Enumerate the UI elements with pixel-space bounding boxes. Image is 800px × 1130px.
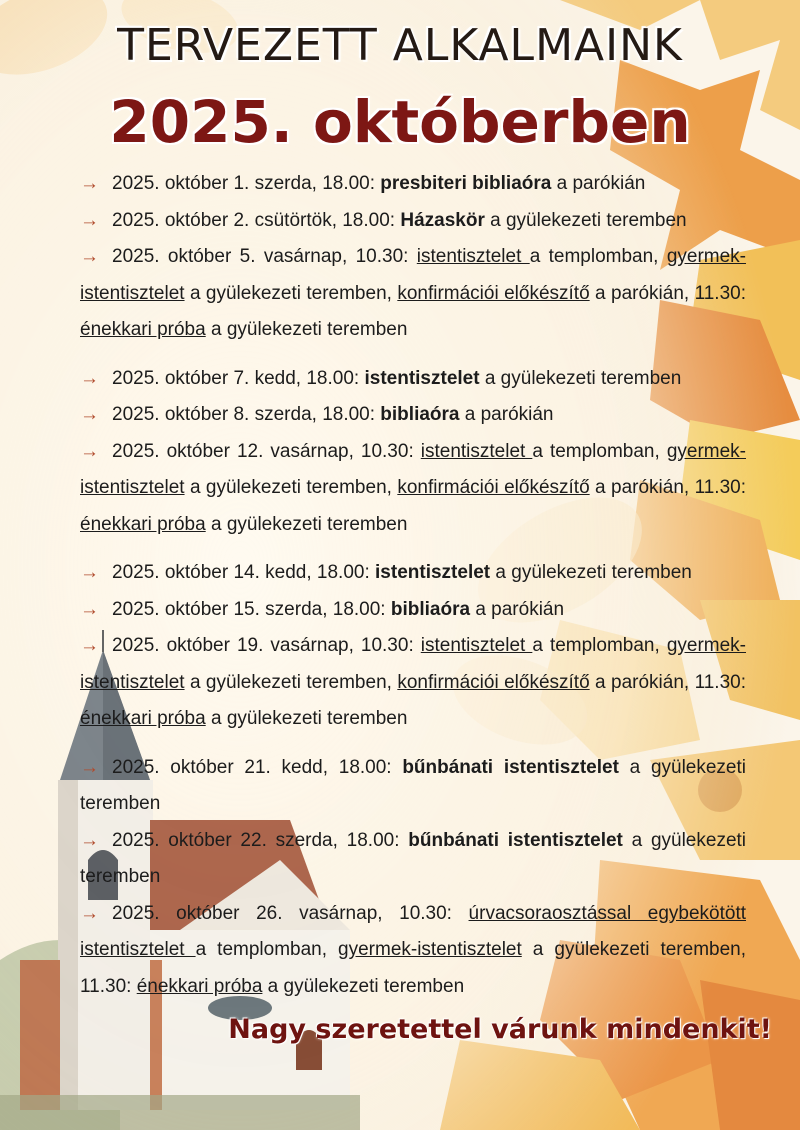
event-text: 2025. október 19. vasárnap, 10.30: (112, 635, 421, 656)
event-text: a parókián (470, 598, 565, 620)
event-text: a gyülekezeti teremben, 11.30: (80, 939, 746, 997)
event-highlight: presbiteri bibliaóra (380, 173, 552, 194)
event-text: a gyülekezeti teremben, (184, 477, 398, 498)
event-item (80, 166, 746, 203)
event-program: gyermek-istentisztelet (80, 635, 746, 693)
event-program: gyermek-istentisztelet (80, 440, 746, 498)
event-text: a parókián, 11.30: (589, 671, 746, 693)
event-text: 2025. október 2. csütörtök, 18.00: (112, 209, 401, 231)
event-item (80, 628, 746, 738)
closing-message: Nagy szeretettel várunk mindenkit! (228, 1014, 772, 1045)
arrow-right-icon: → (80, 209, 99, 231)
event-text: 2025. október 5. vasárnap, 10.30: (112, 246, 417, 267)
event-highlight: istentisztelet (375, 562, 491, 583)
event-program: gyermek-istentisztelet (338, 939, 522, 960)
arrow-right-icon: → (80, 635, 99, 656)
arrow-right-icon: → (80, 829, 99, 851)
event-highlight: bűnbánati istentisztelet (402, 756, 619, 778)
event-program: énekkari próba (80, 708, 206, 729)
event-program: konfirmációi előkészítő (397, 282, 590, 304)
event-text: a gyülekezeti teremben (205, 708, 408, 729)
page-subtitle: 2025. októberben (109, 88, 691, 156)
arrow-right-icon: → (80, 440, 99, 462)
event-text: a gyülekezeti teremben, (184, 282, 398, 304)
event-text: a gyülekezeti teremben (479, 367, 682, 389)
arrow-right-icon: → (80, 173, 99, 194)
event-text: a templomban, (532, 635, 667, 656)
event-text: a parókián (551, 173, 646, 194)
event-highlight: bibliaóra (380, 404, 460, 425)
event-program: istentisztelet (416, 246, 530, 267)
event-program: énekkari próba (136, 975, 263, 997)
arrow-right-icon: → (80, 404, 99, 425)
arrow-right-icon: → (80, 367, 99, 389)
event-text: 2025. október 21. kedd, 18.00: (112, 756, 403, 778)
event-program: gyermek-istentisztelet (80, 246, 746, 304)
event-item (80, 896, 746, 1006)
event-program: úrvacsoraosztással egybekötött istentisztelet (80, 902, 746, 960)
event-highlight: bűnbánati istentisztelet (408, 829, 623, 851)
event-text: a gyülekezeti teremben (490, 562, 692, 583)
arrow-right-icon: → (80, 756, 99, 778)
event-text: a gyülekezeti teremben (262, 975, 465, 997)
event-item (80, 434, 746, 544)
event-text: 2025. október 14. kedd, 18.00: (112, 562, 376, 583)
event-item (80, 239, 746, 349)
event-text: a gyülekezeti teremben, (184, 671, 398, 693)
event-text: a gyülekezeti teremben (80, 756, 746, 814)
event-list (80, 166, 746, 1005)
event-program: istentisztelet (420, 440, 533, 462)
event-program: konfirmációi előkészítő (397, 477, 590, 498)
event-text: a gyülekezeti teremben (205, 319, 408, 340)
event-text: a gyülekezeti teremben (484, 209, 687, 231)
event-text: a templomban, (529, 246, 667, 267)
page-title: TERVEZETT ALKALMAINK (117, 20, 683, 71)
arrow-right-icon: → (80, 246, 99, 267)
event-highlight: bibliaóra (390, 598, 471, 620)
event-text: a parókián, 11.30: (589, 282, 746, 304)
event-item (80, 361, 746, 398)
event-item (80, 203, 746, 240)
event-highlight: Házaskör (400, 209, 485, 231)
event-program: istentisztelet (420, 635, 533, 656)
event-text: a gyülekezeti teremben (80, 829, 747, 887)
event-item (80, 750, 746, 823)
event-item (80, 823, 746, 896)
event-program: konfirmációi előkészítő (397, 671, 590, 693)
event-text: 2025. október 1. szerda, 18.00: (112, 173, 381, 194)
event-item (80, 397, 746, 434)
arrow-right-icon: → (80, 902, 99, 924)
event-text: 2025. október 22. szerda, 18.00: (112, 829, 409, 851)
event-text: 2025. október 8. szerda, 18.00: (112, 404, 381, 425)
event-highlight: istentisztelet (364, 367, 480, 389)
event-text: 2025. október 12. vasárnap, 10.30: (112, 440, 421, 462)
arrow-right-icon: → (80, 562, 99, 583)
event-program: énekkari próba (80, 319, 206, 340)
event-text: 2025. október 7. kedd, 18.00: (112, 367, 365, 389)
event-text: a gyülekezeti teremben (205, 513, 408, 535)
arrow-right-icon: → (80, 598, 99, 620)
event-item (80, 555, 746, 592)
event-item (80, 592, 746, 629)
event-text: 2025. október 26. vasárnap, 10.30: (112, 902, 469, 924)
event-text: a parókián (459, 404, 554, 425)
event-text: a templomban, (532, 440, 667, 462)
event-text: 2025. október 15. szerda, 18.00: (112, 598, 391, 620)
event-text: a templomban, (195, 939, 339, 960)
event-program: énekkari próba (80, 513, 206, 535)
event-text: a parókián, 11.30: (589, 477, 746, 498)
